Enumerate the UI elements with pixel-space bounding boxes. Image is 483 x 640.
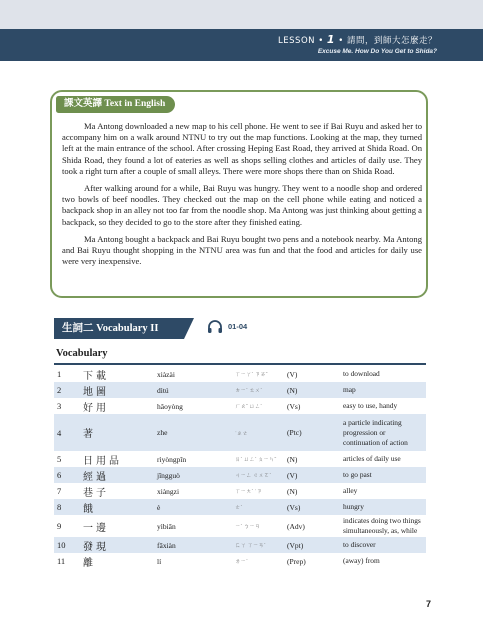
table-row (54, 366, 426, 382)
vocab-number: 4 (54, 414, 81, 451)
vocab-english: (away) from (343, 556, 380, 565)
top-band (0, 0, 483, 29)
vocab-english: to download (343, 369, 380, 378)
vocab-hanzi: 餓 (81, 499, 155, 515)
table-row (54, 553, 426, 569)
vocab-number: 3 (57, 401, 62, 411)
vocab-hanzi: 日用品 (83, 455, 122, 467)
lesson-word: LESSON (278, 36, 315, 46)
vocabulary-header-tail (184, 318, 194, 339)
vocab-number: 6 (54, 467, 81, 483)
vocab-english: indicates doing two things simultaneously, as, while (343, 516, 421, 535)
vocab-pos: (N) (287, 454, 298, 464)
vocab-english: articles of daily use (343, 454, 401, 463)
vocab-pos: (V) (285, 467, 341, 483)
vocab-hanzi: 地圖 (81, 382, 155, 398)
text-in-english-tag: 課文英譯 Text in English (56, 96, 175, 113)
vocab-number: 5 (57, 454, 62, 464)
vocab-zhuyin: ㄒㄧㄚˋ ㄗㄞˇ (235, 372, 268, 378)
vocab-number: 2 (54, 382, 81, 398)
vocab-hanzi: 下載 (83, 370, 109, 382)
vocabulary-subheading: Vocabulary (56, 348, 108, 359)
table-row (54, 483, 426, 499)
table-row (54, 467, 426, 483)
vocab-number: 7 (57, 486, 62, 496)
vocab-hanzi: 巷子 (83, 487, 109, 499)
vocab-pos: (Adv) (287, 521, 305, 531)
vocab-hanzi: 著 (81, 414, 155, 451)
table-row (54, 414, 426, 451)
vocab-number: 1 (57, 369, 62, 379)
paragraph-3: Ma Antong bought a backpack and Bai Ruyu bought two pens and a notebook nearby. Ma Antong and Bai Ruyu thought shopping in the NTNU area was fun and that the food and articles for daily use were very inexpensive. (62, 233, 422, 267)
vocabulary-divider (54, 363, 426, 365)
lesson-number: 1 (326, 33, 336, 46)
vocab-pos: (Vs) (287, 401, 301, 411)
table-row (54, 382, 426, 398)
vocab-english: to go past (341, 467, 426, 483)
lesson-title-zh: • 請問，到師大怎麼走？ (338, 36, 437, 46)
lesson-bullet: • (318, 36, 324, 46)
vocab-pos: (Vs) (285, 499, 341, 515)
headphones-icon[interactable] (206, 318, 224, 336)
audio-track-code[interactable]: 01-04 (228, 322, 248, 331)
vocab-hanzi: 好用 (83, 402, 109, 414)
vocab-hanzi: 一邊 (83, 522, 109, 534)
paragraph-1: Ma Antong downloaded a new map to his cell phone. He went to see if Bai Ruyu and asked her to accompany him on a walk around NTNU to try out the map functions. Looking at the map, they turned left at the main entrance of the school. After crossing Heping East Road, they arrived at Shida Road. On Shida Road, they found a lot of eateries as well as shops selling clothes and articles of daily use. They took a right turn after a couple of small alleys. There were more shops there than on Shida Road. (62, 121, 422, 176)
paragraph-2: After walking around for a while, Bai Ruyu was hungry. They went to a noodle shop and ordered two bowls of beef noodles. They checked out the map on the cell phone while eating and noticed a backpack shop in an alley not too far from the noodle shop. Ma Antong was just thinking about getting a backpack, so they decided to go to the store after they finished eating. (62, 183, 422, 227)
vocab-zhuyin: ㄐㄧㄥ ㄍㄨㄛˋ (233, 467, 285, 483)
vocab-english: alley (343, 486, 358, 495)
vocab-english: a particle indicating progression or continuation of action (341, 414, 426, 451)
vocab-hanzi: 經過 (81, 467, 155, 483)
vocab-number: 9 (57, 521, 62, 531)
vocab-pos: (V) (287, 369, 298, 379)
table-row (54, 537, 426, 553)
vocab-pinyin: fāxiàn (155, 537, 233, 553)
vocab-pos: (Ptc) (285, 414, 341, 451)
vocab-zhuyin: ㄜˋ (233, 499, 285, 515)
vocab-english: easy to use, handy (343, 401, 398, 410)
table-row (54, 451, 426, 467)
vocabulary-header: 生詞二 Vocabulary II (54, 318, 184, 339)
vocab-zhuyin: ㄧˋ ㄅㄧㄢ (235, 524, 261, 530)
vocab-pinyin: hǎoyòng (157, 401, 183, 411)
vocab-pos: (N) (287, 486, 298, 496)
table-row (54, 499, 426, 515)
vocab-pinyin: dìtú (155, 382, 233, 398)
vocab-pinyin: jīngguò (155, 467, 233, 483)
vocab-pinyin: zhe (155, 414, 233, 451)
vocab-pinyin: lí (157, 556, 162, 566)
vocab-pos: (Prep) (287, 556, 306, 566)
vocab-number: 10 (54, 537, 81, 553)
table-row (54, 398, 426, 414)
vocab-zhuyin: ㄖˋ ㄩㄥˋ ㄆㄧㄣˇ (235, 457, 277, 463)
vocab-pos: (N) (285, 382, 341, 398)
vocab-zhuyin: ㄏㄠˇ ㄩㄥˋ (235, 404, 263, 410)
vocab-english: to discover (341, 537, 426, 553)
vocab-number: 11 (57, 556, 66, 566)
vocab-pinyin: xiàzài (157, 369, 175, 379)
vocab-zhuyin: ㄒㄧㄤˋ ˙ㄗ (235, 489, 263, 495)
lesson-subtitle: Excuse Me. How Do You Get to Shida? (317, 48, 437, 55)
vocabulary-table (54, 366, 426, 569)
vocab-hanzi: 發現 (81, 537, 155, 553)
table-row (54, 515, 426, 537)
page-number: 7 (426, 599, 432, 609)
vocab-english: map (341, 382, 426, 398)
vocab-pinyin: rìyòngpǐn (157, 454, 187, 464)
vocab-pos: (Vpt) (285, 537, 341, 553)
vocab-number: 8 (54, 499, 81, 515)
text-paragraphs (62, 121, 422, 273)
vocab-zhuyin: ㄈㄚ ㄒㄧㄢˋ (233, 537, 285, 553)
lesson-heading (278, 33, 437, 46)
vocab-pinyin: è (155, 499, 233, 515)
vocab-pinyin: xiàngzi (157, 486, 180, 496)
vocab-pinyin: yìbiān (157, 521, 176, 531)
vocab-zhuyin: ㄌㄧˊ (235, 559, 248, 565)
vocab-zhuyin: ˙ㄓㄜ (233, 414, 285, 451)
vocab-hanzi: 離 (83, 557, 96, 569)
vocab-zhuyin: ㄉㄧˋ ㄊㄨˊ (233, 382, 285, 398)
vocab-english: hungry (341, 499, 426, 515)
